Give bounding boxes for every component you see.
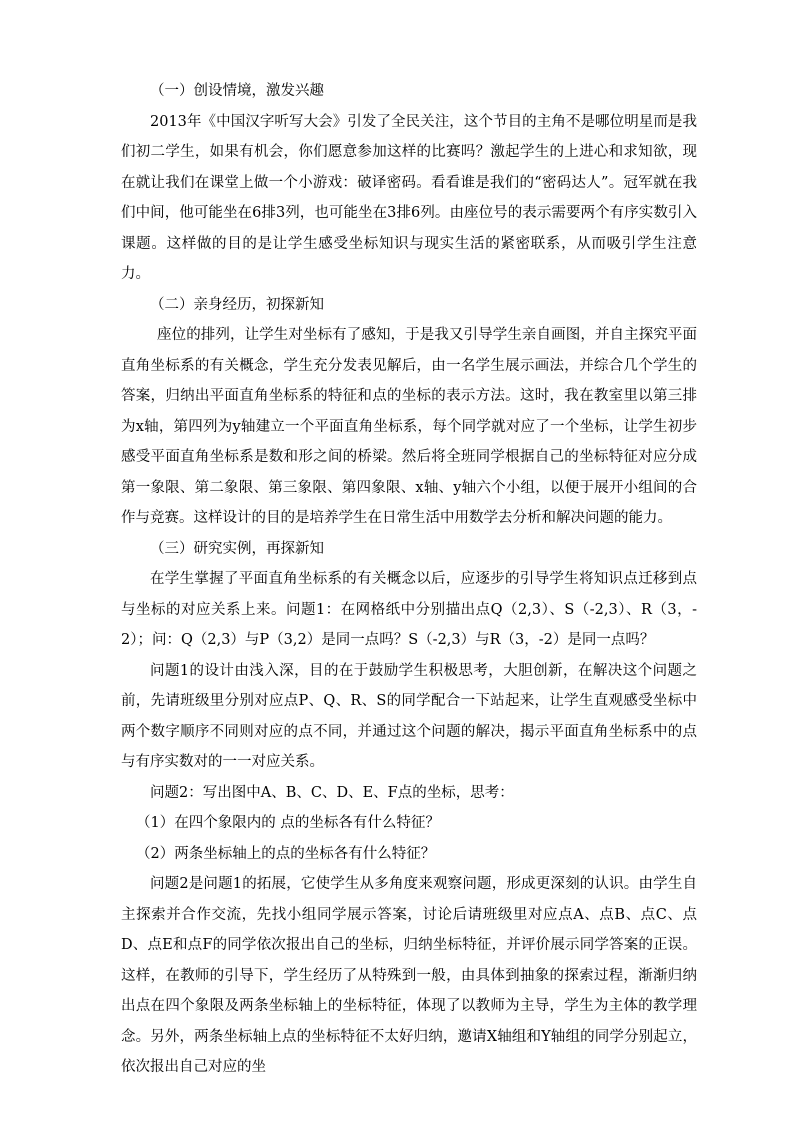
question-item-2: （2）两条坐标轴上的点的坐标各有什么特征？	[136, 845, 436, 862]
section-3-paragraph-3: 问题2：写出图中A、B、C、D、E、F点的坐标，思考：	[150, 784, 514, 801]
section-3-paragraph-2: 问题1的设计由浅入深，目的在于鼓励学生积极思考，大胆创新，在解决这个问题之前，先请班级里分别对应点P、Q、R、S的同学配合一下站起来，让学生直观感受坐标中两个数字顺序不同则对应的点不同，并通过这个问题的解决，揭示平面直角坐标系中的点与有序实数对的一一对应关系。	[121, 662, 697, 770]
section-1-paragraph: 2013年《中国汉字听写大会》引发了全民关注，这个节目的主角不是哪位明星而是我们初二学生，如果有机会，你们愿意参加这样的比赛吗？激起学生的上进心和求知欲，现在就让我们在课堂上做一个小游戏：破译密码。看看谁是我们的“密码达人”。冠军就在我们中间，他可能坐在6排3列，也可能坐在3排6列。由座位号的表示需要两个有序实数引入课题。这样做的目的是让学生感受坐标知识与现实生活的紧密联系，从而吸引学生注意力。	[121, 113, 697, 282]
section-heading-2: （二）亲身经历，初探新知	[150, 296, 324, 313]
section-heading-3: （三）研究实例，再探新知	[150, 540, 324, 557]
document-body	[121, 76, 697, 1083]
section-3-paragraph-1: 在学生掌握了平面直角坐标系的有关概念以后，应逐步的引导学生将知识点迁移到点与坐标的对应关系上来。问题1：在网格纸中分别描出点Q（2,3）、S（-2,3）、R（3，-2）；问：Q（2,3）与P（3,2）是同一点吗？S（-2,3）与R（3，-2）是同一点吗？	[121, 571, 697, 648]
question-item-1: （1）在四个象限内的 点的坐标各有什么特征？	[136, 815, 440, 831]
section-3-closing-paragraph: 问题2是问题1的拓展，它使学生从多角度来观察问题，形成更深刻的认识。由学生自主探索并合作交流，先找小组同学展示答案，讨论后请班级里对应点A、点B、点C、点D、点E和点F的同学依次报出自己的坐标，归纳坐标特征，并评价展示同学答案的正误。这样，在教师的引导下，学生经历了从特殊到一般，由具体到抽象的探索过程，渐渐归纳出点在四个象限及两条坐标轴上的坐标特征，体现了以教师为主导，学生为主体的教学理念。另外，两条坐标轴上点的坐标特征不太好归纳，邀请X轴组和Y轴组的同学分别起立，依次报出自己对应的坐	[121, 876, 697, 1075]
section-heading-1: （一）创设情境，激发兴趣	[150, 83, 324, 99]
section-2-paragraph: 座位的排列，让学生对坐标有了感知，于是我又引导学生亲自画图，并自主探究平面直角坐标系的有关概念，学生充分发表见解后，由一名学生展示画法，并综合几个学生的答案，归纳出平面直角坐标系的特征和点的坐标的表示方法。这时，我在教室里以第三排为x轴，第四列为y轴建立一个平面直角坐标系，每个同学就对应了一个坐标，让学生初步感受平面直角坐标系是数和形之间的桥梁。然后将全班同学根据自己的坐标特征对应分成第一象限、第二象限、第三象限、第四象限、x轴、y轴六个小组，以便于展开小组间的合作与竞赛。这样设计的目的是培养学生在日常生活中用数学去分析和解决问题的能力。	[121, 327, 697, 526]
